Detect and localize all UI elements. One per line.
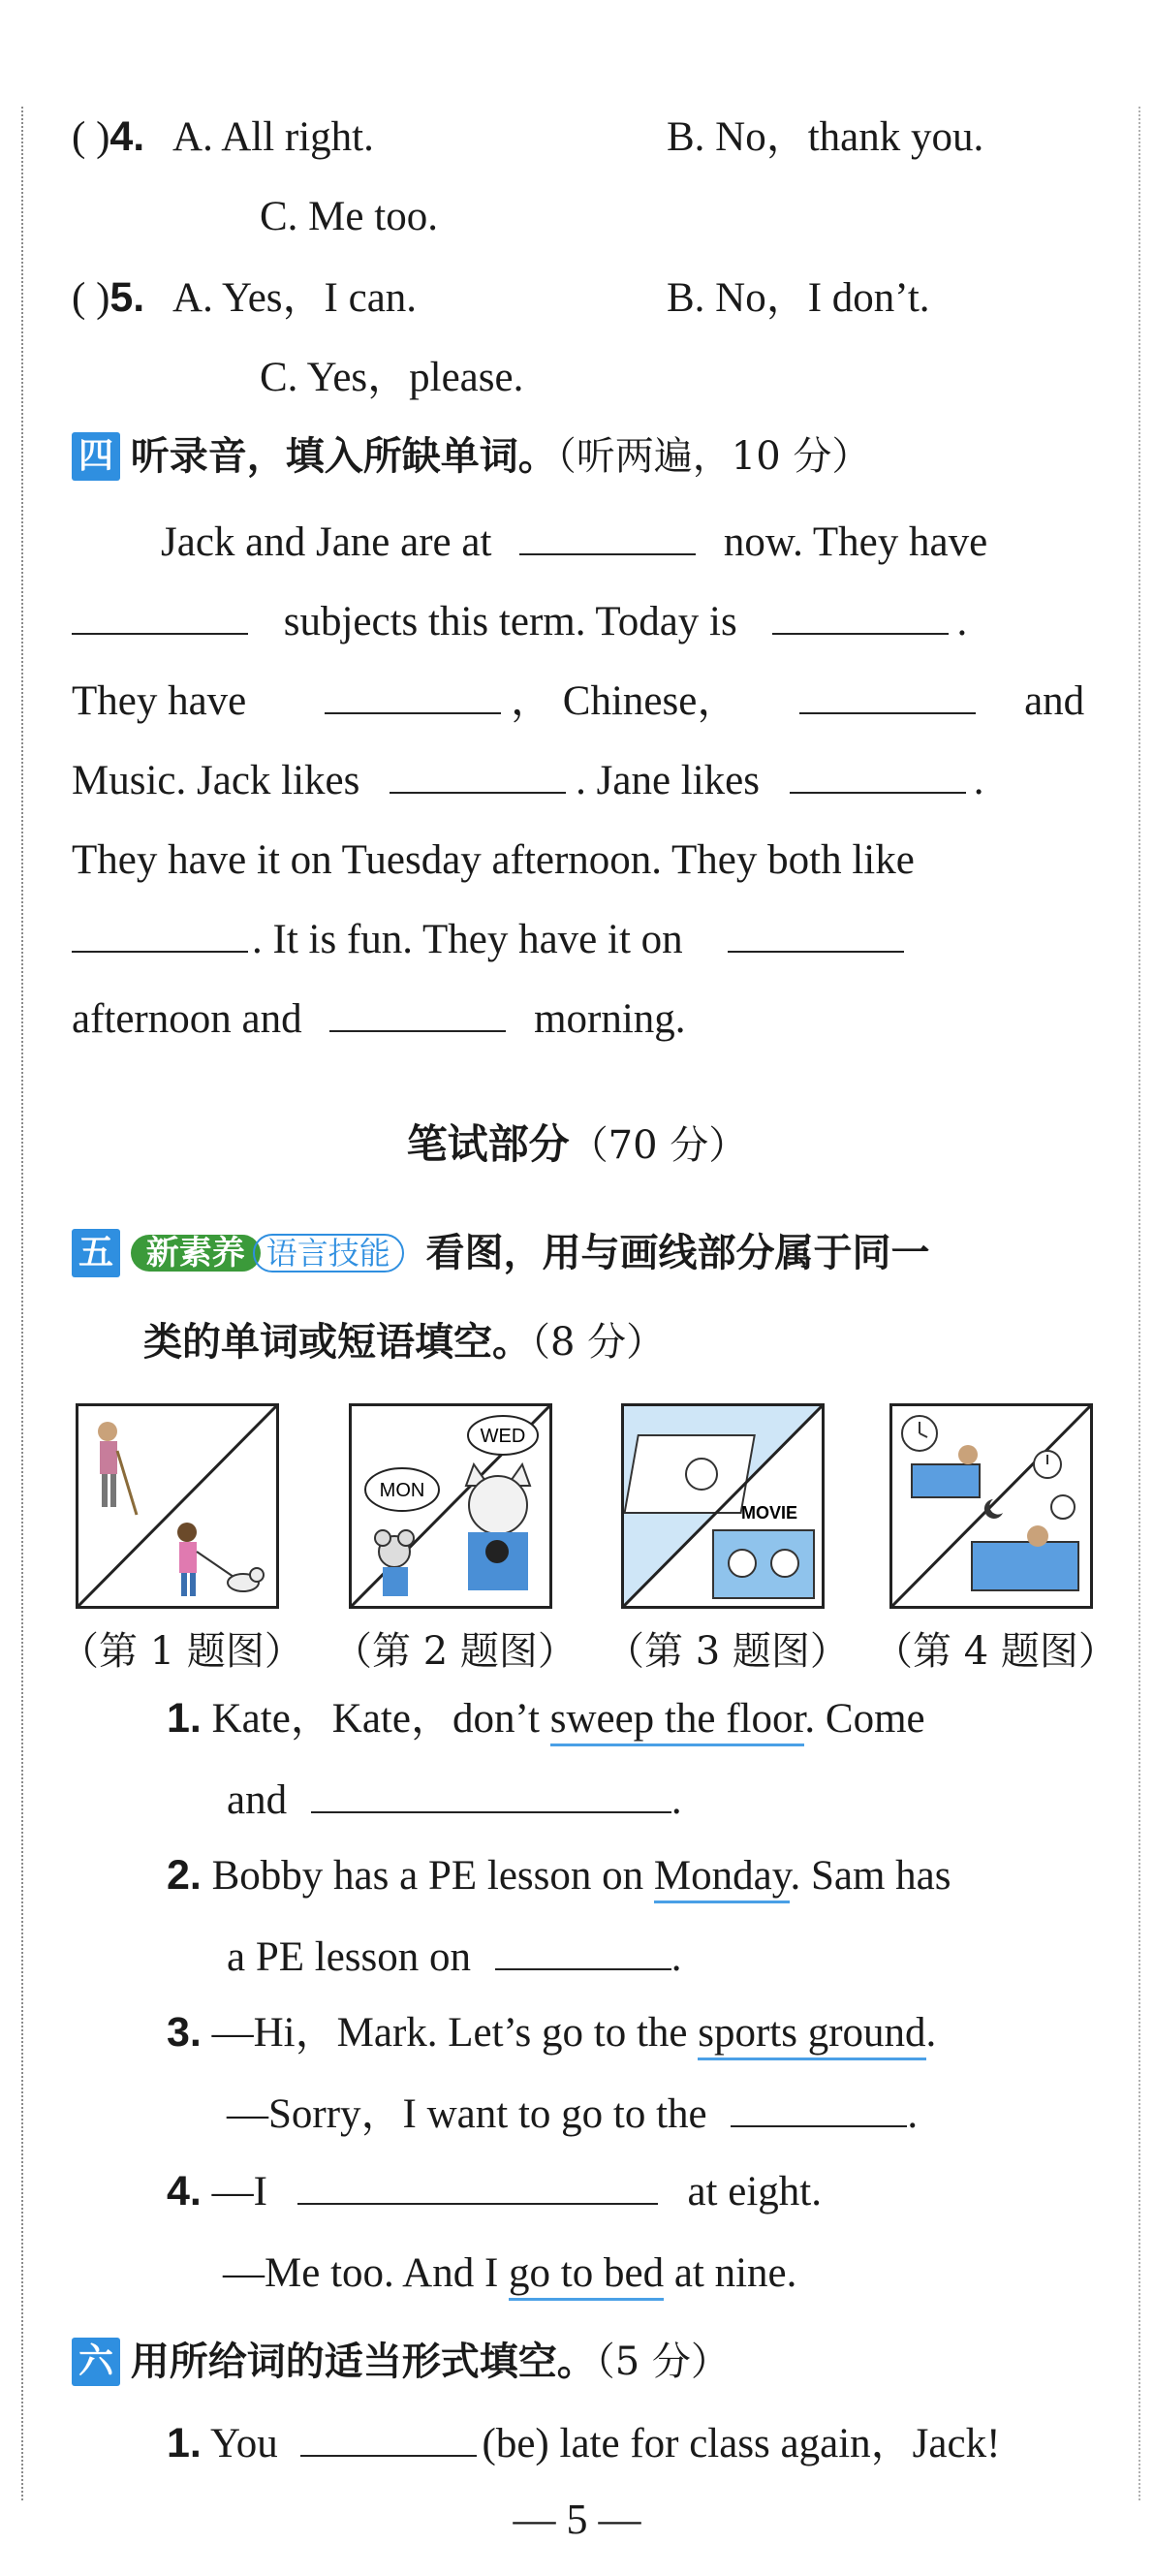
passage-text: They have xyxy=(72,678,247,724)
passage-text: morning. xyxy=(534,996,686,1042)
question-number: 5. xyxy=(109,274,145,321)
s5-q1-line2 xyxy=(227,1779,682,1821)
question-number: 3. xyxy=(167,2009,202,2056)
s6-q1-line xyxy=(167,2420,1001,2466)
option-c: C. Me too. xyxy=(260,194,438,239)
passage-text: . xyxy=(956,599,968,644)
question-number: 1. xyxy=(167,1695,202,1742)
question-text: Kate，Kate，don’t xyxy=(211,1696,540,1742)
question-text: . Come xyxy=(804,1696,925,1742)
question-number: 4. xyxy=(167,2168,202,2215)
picture-4-clocks-and-beds xyxy=(889,1403,1093,1609)
passage-text: Jack and Jane are at xyxy=(161,519,492,565)
question-text: . xyxy=(671,1934,682,1980)
mon-label: MON xyxy=(379,1480,425,1501)
question-text: at eight. xyxy=(687,2169,822,2215)
title-score: （70 分） xyxy=(569,1123,748,1168)
question-text: You xyxy=(210,2421,278,2466)
answer-blank[interactable] xyxy=(799,712,976,714)
question-text: Bobby has a PE lesson on xyxy=(211,1853,644,1899)
s5-q4-line2 xyxy=(223,2252,796,2294)
passage-line xyxy=(161,521,987,563)
question-number: 1. xyxy=(167,2420,202,2466)
title-text: 笔试部分 xyxy=(406,1120,570,1168)
option-c: C. Yes，please. xyxy=(260,355,524,400)
answer-paren[interactable]: ( ) xyxy=(72,275,110,321)
underlined-phrase: go to bed xyxy=(509,2250,664,2301)
section4-header xyxy=(72,432,870,481)
page-number: — 5 — xyxy=(513,2496,641,2543)
question-text: —Sorry，I want to go to the xyxy=(227,2091,707,2137)
picture-3-sports-ground-and-movie xyxy=(621,1403,825,1609)
question-number: 4. xyxy=(109,113,145,160)
passage-text: . It is fun. They have it on xyxy=(252,917,683,962)
picture-3-caption: （第 3 题图） xyxy=(606,1629,849,1674)
passage-text: Music. Jack likes xyxy=(72,758,360,803)
question-text: . xyxy=(925,2010,937,2056)
section-number-badge: 六 xyxy=(72,2338,120,2386)
question-number: 2. xyxy=(167,1852,202,1899)
question-text: —I xyxy=(211,2169,267,2215)
q5-line1 xyxy=(72,274,418,321)
answer-blank[interactable] xyxy=(72,633,248,635)
question-text: . Sam has xyxy=(790,1853,951,1899)
passage-text: now. They have xyxy=(723,519,988,565)
section-score: （8 分） xyxy=(531,1320,666,1366)
passage-line xyxy=(72,601,967,643)
new-literacy-tag: 新素养 xyxy=(131,1235,261,1272)
question-text: —Hi，Mark. Let’s go to the xyxy=(211,2010,688,2056)
answer-blank[interactable] xyxy=(300,2455,477,2457)
answer-blank[interactable] xyxy=(790,792,966,794)
section-title: 看图，用与画线部分属于同一 xyxy=(425,1231,930,1276)
answer-blank[interactable] xyxy=(72,951,248,953)
language-skill-tag: 语言技能 xyxy=(253,1234,404,1272)
s5-q3-line2 xyxy=(227,2093,918,2135)
answer-blank[interactable] xyxy=(731,2125,907,2127)
answer-paren[interactable]: ( ) xyxy=(72,114,110,160)
passage-text: afternoon and xyxy=(72,996,302,1042)
passage-text: ， Chinese， xyxy=(511,678,739,724)
option-a: A. All right. xyxy=(172,114,374,160)
underlined-phrase: Monday xyxy=(654,1853,791,1903)
underlined-phrase: sweep the floor xyxy=(550,1696,805,1746)
question-text: . xyxy=(671,1777,682,1823)
s5-q3-line1 xyxy=(167,2009,937,2056)
option-b: B. No，thank you. xyxy=(667,114,984,160)
section6-header xyxy=(72,2338,730,2386)
section-title: 类的单词或短语填空。 xyxy=(143,1320,531,1366)
picture-2-mon-wed xyxy=(349,1403,552,1609)
s5-q2-line1 xyxy=(167,1852,951,1899)
movie-label: MOVIE xyxy=(740,1503,798,1523)
section-title: 听录音，填入所缺单词。 xyxy=(130,434,557,480)
answer-blank[interactable] xyxy=(772,633,949,635)
option-a: A. Yes，I can. xyxy=(172,275,418,321)
answer-blank[interactable] xyxy=(519,553,696,555)
written-part-title xyxy=(0,1113,1154,1171)
section5-header xyxy=(72,1229,930,1277)
passage-line xyxy=(72,760,984,801)
passage-text: subjects this term. Today is xyxy=(283,599,737,644)
answer-blank[interactable] xyxy=(325,712,501,714)
question-text: a PE lesson on xyxy=(227,1934,472,1980)
question-text: . xyxy=(907,2091,919,2137)
option-b: B. No，I don’t. xyxy=(667,275,930,321)
section-score: （听两遍，10 分） xyxy=(556,434,871,480)
section-score: （5 分） xyxy=(595,2340,730,2385)
s5-q4-line1 xyxy=(167,2168,822,2215)
left-dotted-border xyxy=(21,107,23,2500)
underlined-phrase: sports ground xyxy=(698,2010,925,2060)
s5-q1-line1 xyxy=(167,1695,925,1742)
answer-blank[interactable] xyxy=(311,1811,671,1813)
answer-blank[interactable] xyxy=(297,2203,658,2205)
section5-header-line2 xyxy=(143,1318,666,1366)
passage-line: They have it on Tuesday afternoon. They both like xyxy=(72,837,915,883)
right-dotted-border xyxy=(1138,107,1140,2500)
question-text: (be) late for class again，Jack! xyxy=(482,2421,1001,2466)
picture-2-caption: （第 2 题图） xyxy=(333,1629,577,1674)
wed-label: WED xyxy=(480,1426,526,1447)
passage-line xyxy=(72,998,686,1040)
answer-blank[interactable] xyxy=(495,1968,671,1970)
answer-blank[interactable] xyxy=(390,792,566,794)
passage-text: . Jane likes xyxy=(576,758,760,803)
section-number-badge: 五 xyxy=(72,1229,120,1277)
passage-text: and xyxy=(1024,678,1085,724)
answer-blank[interactable] xyxy=(728,951,904,953)
question-text: at nine. xyxy=(673,2250,797,2296)
passage-line xyxy=(72,919,904,960)
answer-blank[interactable] xyxy=(329,1030,506,1032)
q4-line1 xyxy=(72,113,374,160)
question-text: and xyxy=(227,1777,288,1823)
section-title: 用所给词的适当形式填空。 xyxy=(130,2340,596,2385)
section-number-badge: 四 xyxy=(72,432,120,481)
s5-q2-line2 xyxy=(227,1936,682,1978)
picture-1-sweep-and-walk-dog xyxy=(76,1403,279,1609)
passage-text: . xyxy=(973,758,984,803)
picture-1-caption: （第 1 题图） xyxy=(60,1629,303,1674)
picture-4-caption: （第 4 题图） xyxy=(874,1629,1117,1674)
passage-line xyxy=(72,680,1084,722)
question-text: —Me too. And I xyxy=(223,2250,499,2296)
